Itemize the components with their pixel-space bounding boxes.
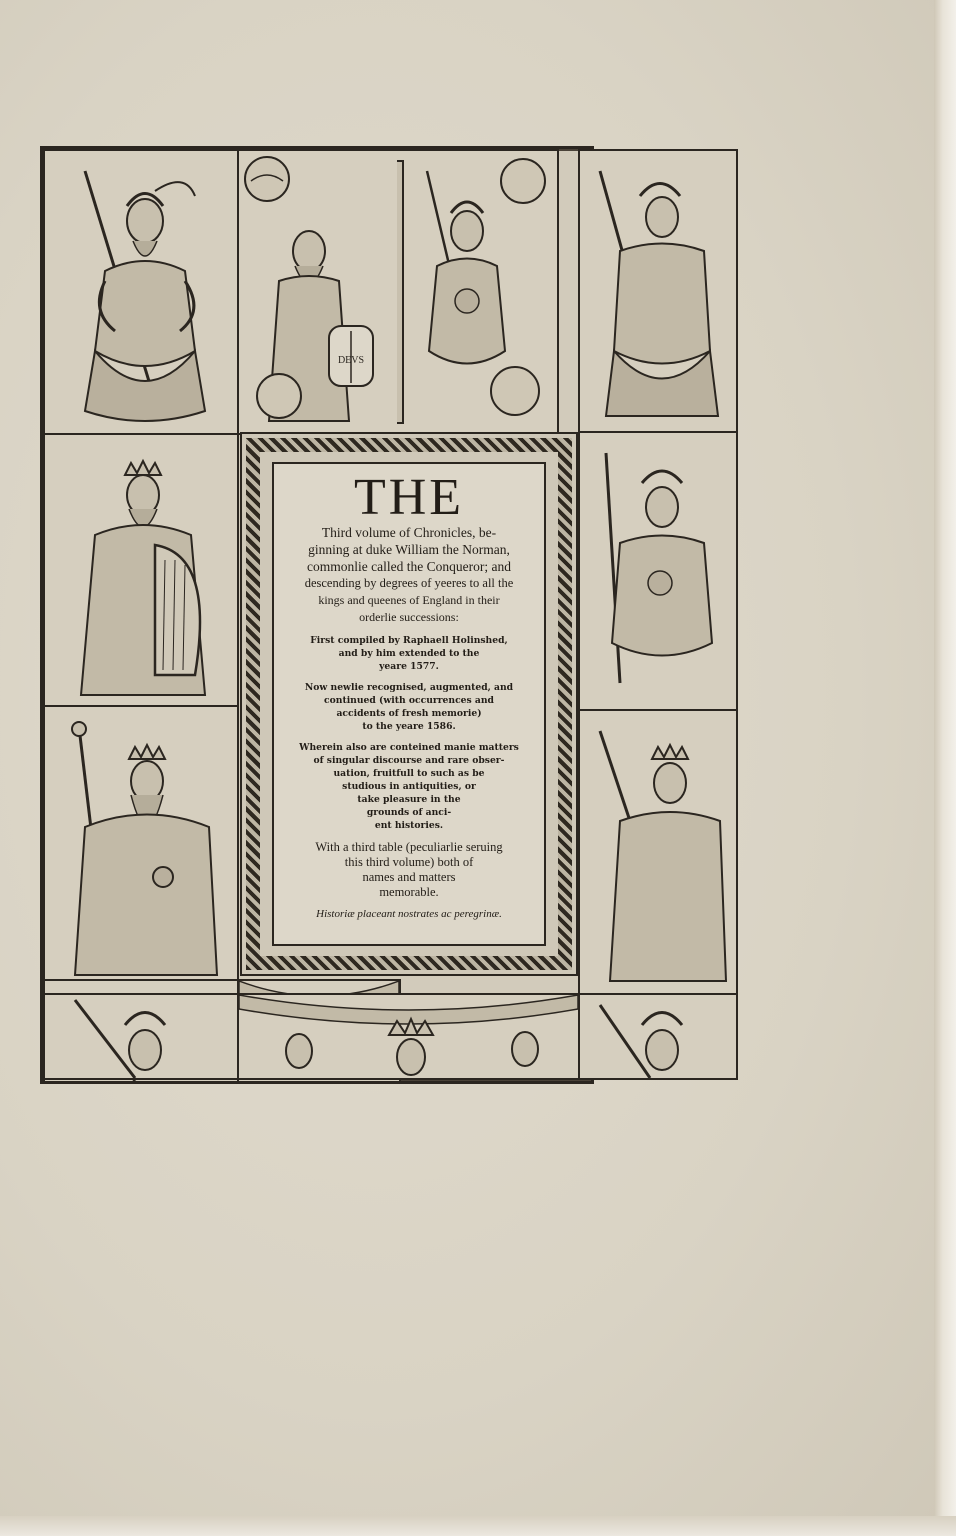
table-line-1: With a third table (peculiarlie seruing <box>315 840 503 854</box>
column-and-knight-illustration <box>397 151 557 433</box>
recognised-block <box>274 681 544 733</box>
harp-king-illustration <box>45 435 237 705</box>
recognised-line-1: Now newlie recognised, augmented, and <box>304 682 514 693</box>
compiled-line-1: First compiled by Raphaell Holinshed, <box>310 635 508 646</box>
recognised-line-4: to the yeare 1586. <box>362 721 456 732</box>
table-line-3: names and matters <box>362 870 456 884</box>
woodcut-knight-orb-bottom <box>43 993 239 1080</box>
title-text-panel <box>272 462 546 946</box>
scepter-king-illustration <box>45 707 237 979</box>
knight-with-lion-shield-illustration <box>580 433 736 709</box>
compiled-line-3: yeare 1577. <box>379 661 439 672</box>
table-line-2: this third volume) both of <box>344 855 474 869</box>
main-title: THE <box>353 469 465 526</box>
contained-line-5: take pleasure in the <box>357 794 461 805</box>
tablet-inscription: DEVS <box>337 355 365 366</box>
prophet-figure-illustration <box>239 151 399 433</box>
compiled-line-2: and by him extended to the <box>338 648 480 659</box>
woodcut-knight-right-middle <box>578 431 738 711</box>
subtitle-line-5: kings and queenes of England in their <box>318 593 500 607</box>
woodcut-crowned-king-right <box>578 709 738 995</box>
woodcut-knight-bottom-right <box>578 993 738 1080</box>
title-cartouche <box>240 432 578 976</box>
woodcut-knight-top-right <box>578 149 738 433</box>
armored-figure-illustration <box>45 151 237 433</box>
subtitle-line-1: Third volume of Chronicles, be- <box>321 525 497 540</box>
crowned-king-illustration <box>580 711 736 993</box>
contained-line-3: uation, fruitfull to such as be <box>333 768 485 779</box>
page-bottom-edge <box>0 1516 956 1536</box>
contained-line-2: of singular discourse and rare obser- <box>313 755 505 766</box>
woodcut-king-armored-top-left <box>43 149 239 435</box>
contained-line-7: ent histories. <box>374 820 444 831</box>
subtitle-line-6: orderlie successions: <box>359 610 459 624</box>
woodcut-king-with-harp <box>43 433 239 707</box>
compiled-block <box>274 634 544 673</box>
woodcut-knight-with-column <box>397 149 559 435</box>
woodcut-queen-enthroned <box>237 993 580 1080</box>
plumed-knight-illustration <box>580 995 736 1078</box>
latin-motto: Historiæ placeant nostrates ac peregrinæ. <box>316 908 502 920</box>
contained-block <box>274 741 544 832</box>
knight-holding-orb-illustration <box>45 995 237 1078</box>
recognised-line-2: continued (with occurrences and <box>324 695 494 706</box>
page-edge <box>934 0 956 1536</box>
table-block <box>274 840 544 900</box>
subtitle-line-4: descending by degrees of yeeres to all the <box>304 576 514 590</box>
subtitle-line-2: ginning at duke William the Norman, <box>308 542 510 557</box>
contained-line-4: studious in antiquities, or <box>342 781 476 792</box>
woodcut-moses-tablet <box>237 149 401 435</box>
subtitle-line-3: commonlie called the Conqueror; and <box>307 559 511 574</box>
enthroned-queen-illustration <box>239 995 578 1078</box>
woodcut-king-with-scepter <box>43 705 239 981</box>
contained-line-6: grounds of anci- <box>366 807 452 818</box>
table-line-4: memorable. <box>379 885 439 899</box>
knight-illustration <box>580 151 736 431</box>
recognised-line-3: accidents of fresh memorie) <box>336 708 482 719</box>
contained-line-1: Wherein also are conteined manie matters <box>299 742 519 753</box>
